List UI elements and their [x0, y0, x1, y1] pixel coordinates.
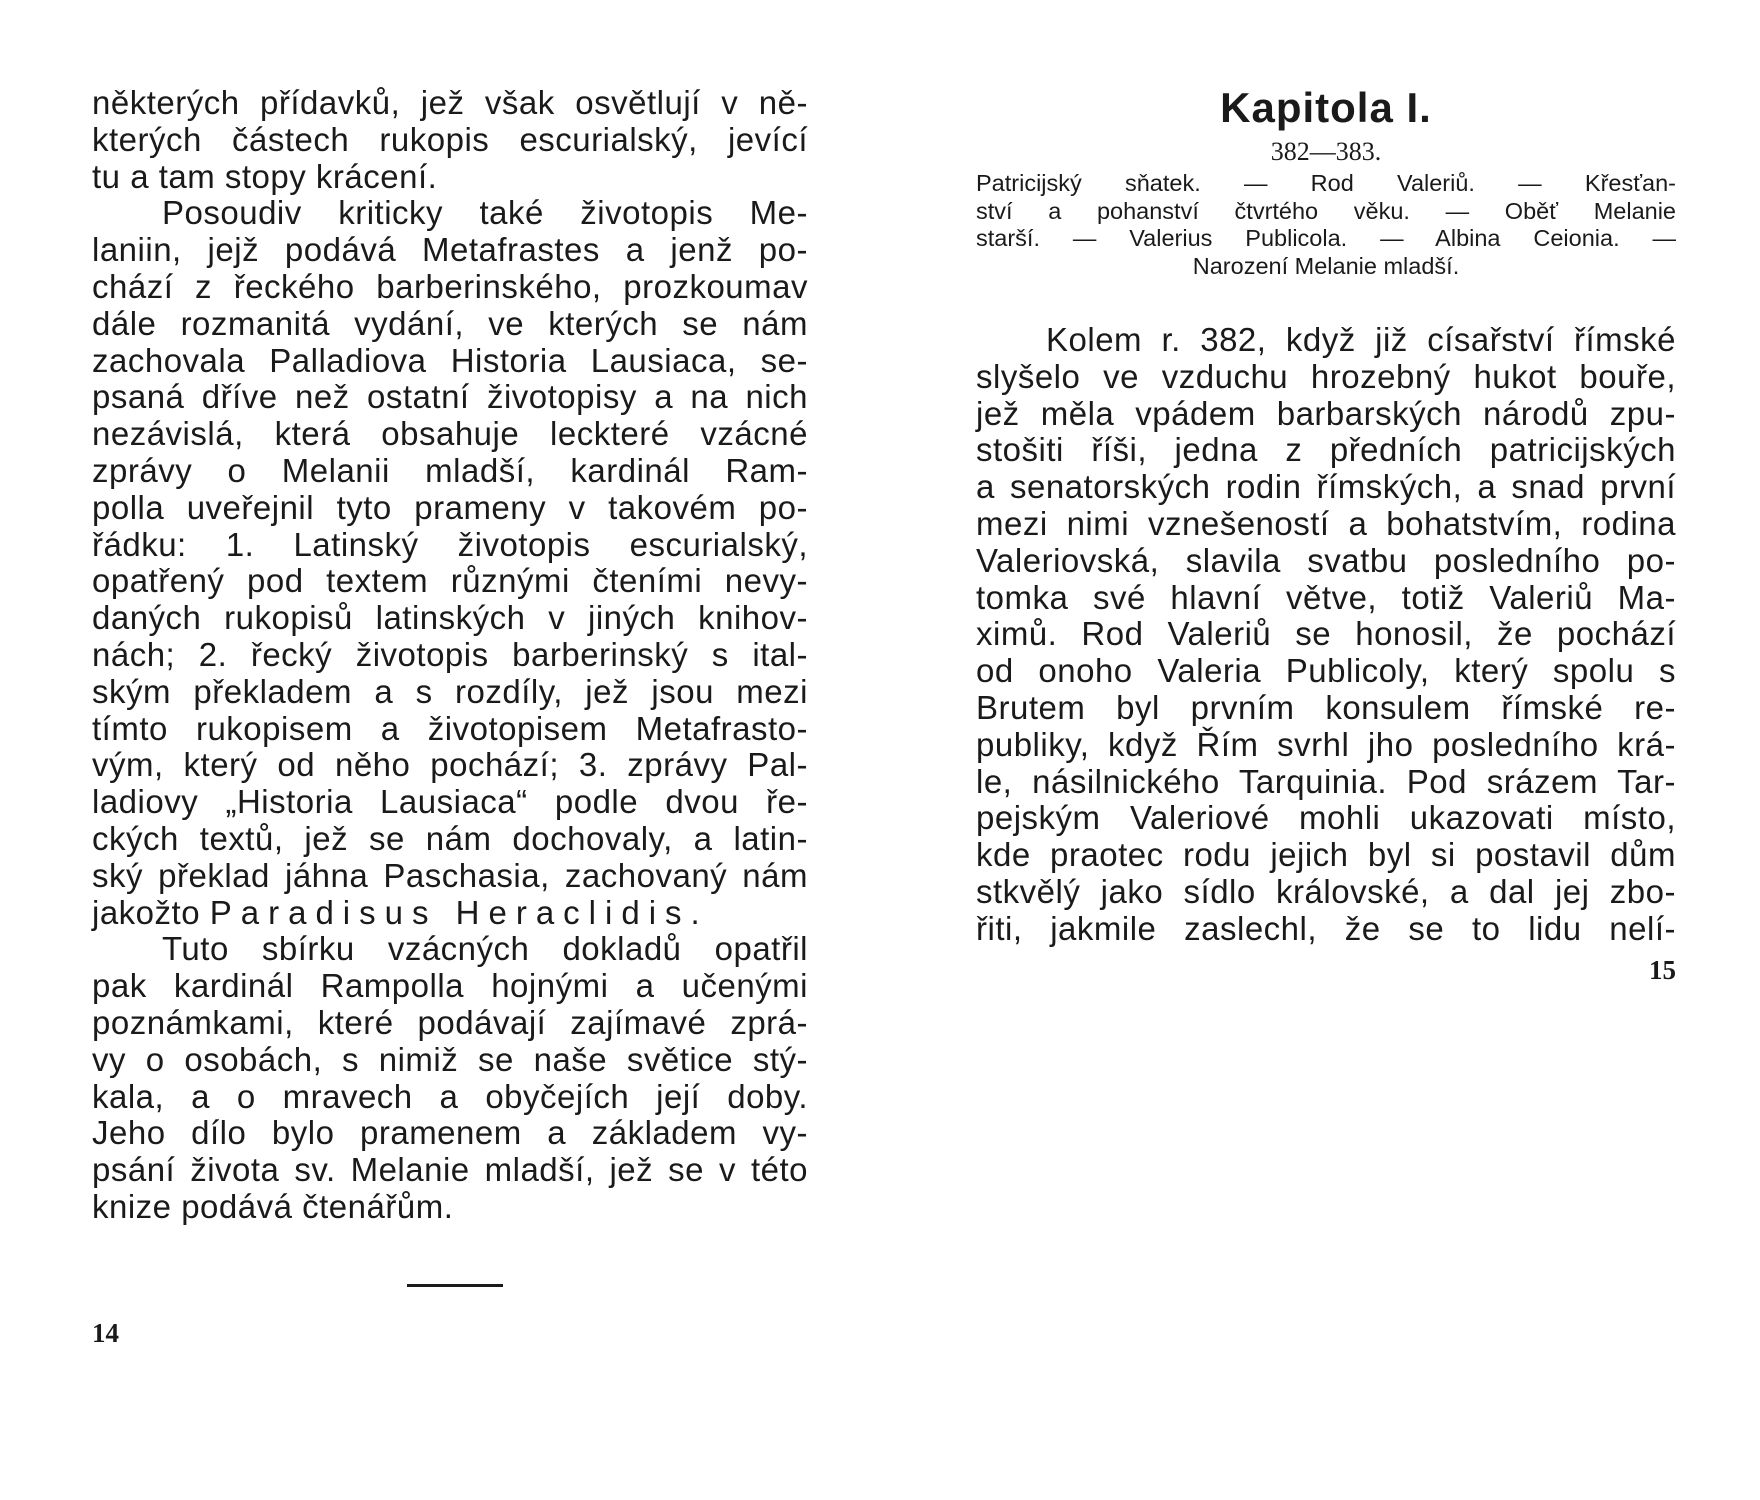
- text-line: nách; 2. řecký životopis barberinský s ital-: [92, 635, 808, 673]
- text-line: řiti, jakmile zaslechl, že se to lidu nelí-: [976, 909, 1676, 947]
- text-line: vým, který od něho pochází; 3. zprávy Pal-: [92, 746, 808, 784]
- text-line: ladiovy „Historia Lausiaca“ podle dvou ře-: [92, 783, 808, 821]
- text-line: slyšelo ve vzduchu hrozebný hukot bouře,: [976, 357, 1676, 395]
- spaced-title: Paradisus Heraclidis.: [209, 893, 709, 931]
- section-divider: [407, 1284, 503, 1287]
- chapter-years: 382—383.: [1270, 137, 1382, 166]
- text-line: pejským Valeriové mohli ukazovati místo,: [976, 799, 1676, 837]
- text-line: nezávislá, která obsahuje leckteré vzácné: [92, 415, 808, 453]
- chapter-summary: [976, 170, 1676, 280]
- text-line: publiky, když Řím svrhl jho posledního krá-: [976, 725, 1676, 763]
- text-line: stošiti říši, jedna z předních patricijských: [976, 431, 1676, 469]
- chapter-title: Kapitola I.: [1220, 84, 1432, 131]
- text-line: tomka své hlavní větve, totiž Valeriů Ma-: [976, 578, 1676, 616]
- text-line: ský překlad jáhna Paschasia, zachovaný nám: [92, 856, 808, 894]
- page-number: 14: [92, 1318, 119, 1348]
- text-line: tu a tam stopy krácení.: [92, 157, 438, 195]
- summary-line: Narození Melanie mladší.: [1192, 252, 1460, 279]
- page-number: 15: [1649, 955, 1676, 985]
- text-line: Valeriovská, slavila svatbu posledního po-: [976, 541, 1676, 579]
- text-line: psaná dříve než ostatní životopisy a na nich: [92, 378, 808, 416]
- summary-line: Patricijský sňatek. — Rod Valeriů. — Křesťan-: [976, 170, 1676, 196]
- left-page: [92, 0, 808, 1500]
- text-line: jež měla vpádem barbarských národů zpu-: [976, 394, 1676, 432]
- text-line: mezi nimi vznešeností a bohatstvím, rodina: [976, 504, 1676, 542]
- text-line: a senatorských rodin římských, a snad první: [976, 468, 1676, 506]
- text-line: zachovala Palladiova Historia Lausiaca, se-: [92, 341, 808, 379]
- text-line: tímto rukopisem a životopisem Metafrasto-: [92, 709, 808, 747]
- text-line: Kolem r. 382, když již císařství římské: [1046, 321, 1676, 358]
- text-line: [92, 895, 808, 932]
- text-line: ckých textů, jež se nám dochovaly, a latin-: [92, 819, 808, 857]
- text-line: ximů. Rod Valeriů se honosil, že pochází: [976, 615, 1676, 653]
- text-line: Tuto sbírku vzácných dokladů opatřil: [162, 930, 808, 968]
- text-line: Brutem byl prvním konsulem římské re-: [976, 688, 1676, 726]
- text-line: některých přídavků, jež však osvětlují v ně-: [92, 84, 808, 121]
- text-line: chází z řeckého barberinského, prozkoumav: [92, 267, 808, 305]
- text-line: od onoho Valeria Publicoly, který spolu s: [976, 652, 1676, 690]
- summary-line: ství a pohanství čtvrtého věku. — Oběť Melanie: [976, 197, 1676, 224]
- text-line: daných rukopisů latinských v jiných knihov-: [92, 599, 808, 637]
- text-line: le, násilnického Tarquinia. Pod srázem Tar-: [976, 762, 1676, 800]
- text-line: polla uveřejnil tyto prameny v takovém po-: [92, 488, 808, 526]
- text-line: Posoudiv kriticky také životopis Me-: [162, 194, 808, 232]
- text-line: poznámkami, které podávají zajímavé zprá-: [92, 1003, 808, 1041]
- text-line: psání života sv. Melanie mladší, jež se v této: [92, 1151, 808, 1189]
- text-line: dále rozmanitá vydání, ve kterých se nám: [92, 304, 808, 342]
- text-line: vy o osobách, s nimiž se naše světice stý-: [92, 1040, 808, 1078]
- text-line: ským překladem a s rozdíly, jež jsou mezi: [92, 672, 808, 710]
- text-fragment: jakožto: [92, 893, 201, 931]
- right-page-text: [976, 322, 1676, 948]
- right-page: [976, 0, 1676, 1500]
- summary-line: starší. — Valerius Publicola. — Albina Ceionia. —: [976, 225, 1676, 251]
- text-line: stkvělý jako sídlo královské, a dal jej zbo-: [976, 872, 1676, 910]
- text-line: laniin, jejž podává Metafrastes a jenž po-: [92, 231, 808, 269]
- text-line: knize podává čtenářům.: [92, 1187, 454, 1225]
- text-line: kala, a o mravech a obyčejích její doby.: [92, 1077, 808, 1115]
- text-line: kterých částech rukopis escurialský, jevící: [92, 120, 808, 158]
- text-line: pak kardinál Rampolla hojnými a učenými: [92, 967, 808, 1005]
- text-line: kde praotec rodu jejich byl si postavil dům: [976, 836, 1676, 874]
- text-line: Jeho dílo bylo pramenem a základem vy-: [92, 1114, 808, 1152]
- left-page-text: [92, 85, 808, 1226]
- text-line: zprávy o Melanii mladší, kardinál Ram-: [92, 451, 808, 489]
- text-line: opatřený pod textem různými čteními nevy-: [92, 562, 808, 600]
- text-line: řádku: 1. Latinský životopis escurialský,: [92, 525, 808, 563]
